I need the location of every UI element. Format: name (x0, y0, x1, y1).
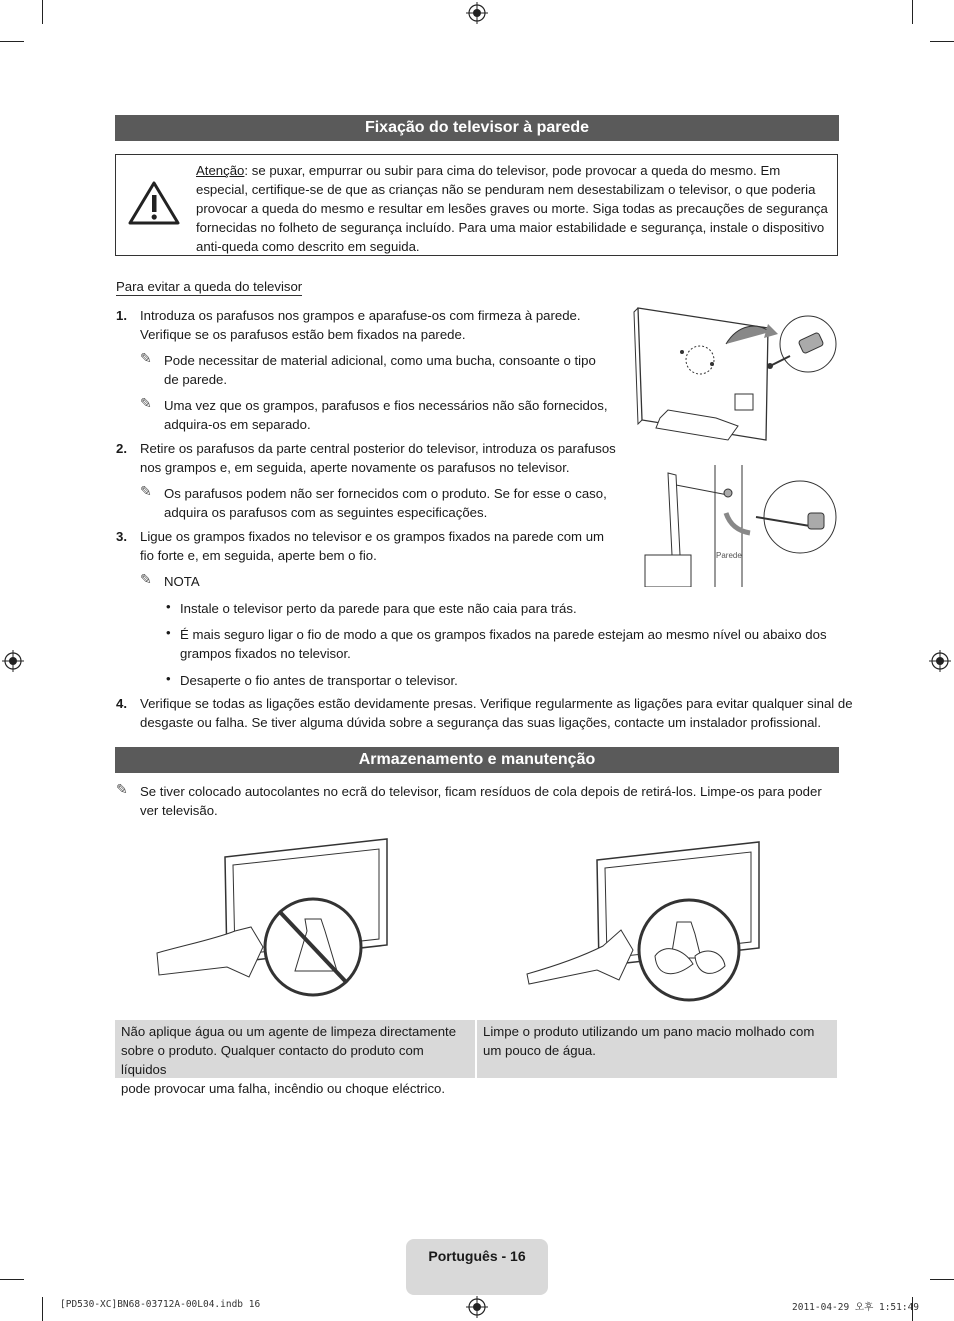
note-line: Se tiver colocado autocolantes no ecrã do televisor, ficam resíduos de cola depois de retirá-los. Limpe-os para poder (140, 784, 822, 799)
caption-line: sobre o produto. Qualquer contacto do produto com líquidos (121, 1043, 424, 1077)
caption-do-not (115, 1020, 475, 1096)
note-line: adquira os parafusos com as seguintes especificações. (164, 505, 488, 520)
step-line: nos grampos e, em seguida, aperte novamente os parafusos no televisor. (140, 460, 570, 475)
bullet-dot: • (166, 671, 171, 686)
bullet-line: Instale o televisor perto da parede para que este não caia para trás. (180, 601, 577, 616)
caption-line: pode provocar uma falha, incêndio ou choque eléctrico. (121, 1081, 446, 1096)
step-line: Introduza os parafusos nos grampos e aparafuse-os com firmeza à parede. (140, 308, 581, 323)
bullet-line: grampos fixados no televisor. (180, 646, 351, 661)
caption-do (477, 1020, 837, 1078)
note-pencil-icon: ✎ (140, 395, 152, 411)
crop-mark (0, 1279, 24, 1280)
warning-label: Atenção (196, 163, 245, 178)
do-not-spray-illustration (155, 835, 390, 1005)
caption-line: Não aplique água ou um agente de limpeza directamente (121, 1024, 457, 1039)
bullet-dot: • (166, 599, 171, 614)
crop-mark (42, 0, 43, 24)
step-number: 4. (116, 696, 127, 711)
wall-illustration (640, 465, 845, 587)
warning-box (115, 154, 838, 256)
section-title-wall-mount: Fixação do televisor à parede (115, 115, 839, 141)
step-line: desgaste ou falha. Se tiver alguma dúvida sobre a segurança das suas ligações, contacte um instalador profissional. (140, 715, 822, 730)
tv-back-illustration (620, 300, 845, 450)
nota-label: NOTA (164, 574, 200, 589)
registration-mark-icon (466, 1296, 488, 1318)
registration-mark-icon (466, 2, 488, 24)
caption-line: Limpe o produto utilizando um pano macio molhado com (483, 1024, 815, 1039)
note-pencil-icon: ✎ (116, 781, 128, 797)
damp-cloth-illustration (525, 838, 765, 1008)
caption-line: um pouco de água. (483, 1043, 596, 1058)
step-number: 2. (116, 441, 127, 456)
warning-triangle-icon (128, 180, 180, 226)
warning-body: : se puxar, empurrar ou subir para cima do televisor, pode provocar a queda do mesmo. Em especial, certifique-se de que as crianças não se penduram nem desestabilizam o televisor, o que poderia provocar a queda do mesmo e resultar em lesões graves ou morte. Siga todas as precauções de segurança fornecidas no folheto de segurança incluído. Para uma maior estabilidade e segurança, instale o dispositivo anti-queda como descrito em seguida. (196, 163, 828, 254)
subheading: Para evitar a queda do televisor (116, 279, 303, 294)
crop-mark (0, 41, 24, 42)
section-title-storage: Armazenamento e manutenção (115, 747, 839, 773)
note-line: adquira-os em separado. (164, 417, 311, 432)
print-info-right: 2011-04-29 오후 1:51:49 (792, 1302, 920, 1313)
crop-mark (930, 41, 954, 42)
registration-mark-icon (2, 650, 24, 672)
note-pencil-icon: ✎ (140, 350, 152, 366)
wall-label: Parede (716, 551, 742, 560)
warning-text (196, 161, 832, 256)
step-number: 1. (116, 308, 127, 323)
step-line: Verifique se todas as ligações estão devidamente presas. Verifique regularmente as ligações para evitar qualquer sinal de (140, 696, 853, 711)
crop-mark (912, 0, 913, 24)
step-line: Ligue os grampos fixados no televisor e os grampos fixados na parede com um (140, 529, 605, 544)
note-line: Uma vez que os grampos, parafusos e fios necessários não são fornecidos, (164, 398, 608, 413)
note-line: de parede. (164, 372, 228, 387)
note-pencil-icon: ✎ (140, 483, 152, 499)
page-number-tab: Português - 16 (406, 1239, 548, 1295)
crop-mark (42, 1297, 43, 1321)
step-line: fio forte e, em seguida, aperte bem o fio. (140, 548, 377, 563)
registration-mark-icon (929, 650, 951, 672)
step-line: Verifique se os parafusos estão bem fixados na parede. (140, 327, 466, 342)
note-line: Os parafusos podem não ser fornecidos com o produto. Se for esse o caso, (164, 486, 607, 501)
note-line: ver televisão. (140, 803, 218, 818)
bullet-line: Desaperte o fio antes de transportar o televisor. (180, 673, 458, 688)
bullet-line: É mais seguro ligar o fio de modo a que os grampos fixados na parede estejam ao mesmo nível ou abaixo dos (180, 627, 827, 642)
step-number: 3. (116, 529, 127, 544)
note-line: Pode necessitar de material adicional, como uma bucha, consoante o tipo (164, 353, 596, 368)
step-line: Retire os parafusos da parte central posterior do televisor, introduza os parafusos (140, 441, 616, 456)
note-pencil-icon: ✎ (140, 571, 152, 587)
print-info-left: [PD530-XC]BN68-03712A-00L04.indb 16 (60, 1299, 261, 1310)
crop-mark (930, 1279, 954, 1280)
bullet-dot: • (166, 625, 171, 640)
